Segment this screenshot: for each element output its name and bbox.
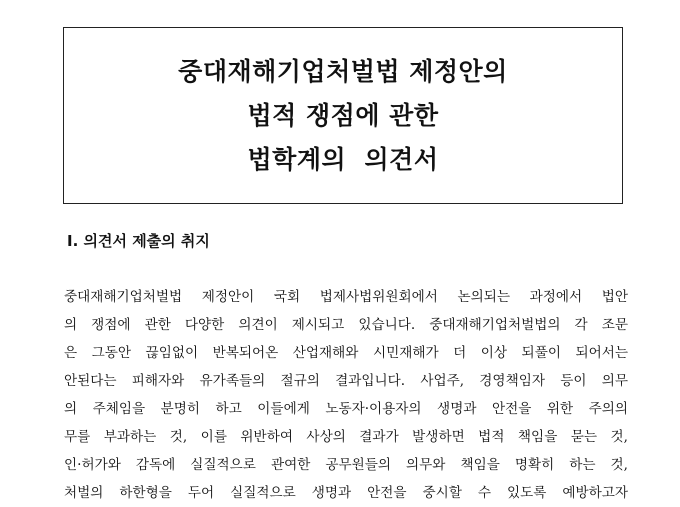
body-line: 안된다는 피해자와 유가족들의 절규의 결과입니다. 사업주, 경영책임자 등이 의무 [64, 373, 628, 389]
body-line: 의 주체임을 분명히 하고 이들에게 노동자·이용자의 생명과 안전을 위한 주의의 [64, 401, 628, 417]
document-title-line-1: 중대재해기업처벌법 제정안의 [178, 56, 508, 86]
body-paragraph [64, 283, 628, 507]
body-line: 인·허가와 감독에 실질적으로 관여한 공무원들의 의무와 책임을 명확히 하는 것, [64, 457, 628, 473]
body-line: 은 그동안 끊임없이 반복되어온 산업재해와 시민재해가 더 이상 되풀이 되어서는 [64, 345, 628, 361]
document-title-line-3: 법학계의 의견서 [247, 144, 439, 174]
section-heading: Ⅰ. 의견서 제출의 취지 [67, 232, 210, 250]
body-line: 의 쟁점에 관한 다양한 의견이 제시되고 있습니다. 중대재해기업처벌법의 각 조문 [64, 317, 628, 333]
body-line: 처벌의 하한형을 두어 실질적으로 생명과 안전을 중시할 수 있도록 예방하고자 [64, 485, 628, 501]
body-line: 중대재해기업처벌법 제정안이 국회 법제사법위원회에서 논의되는 과정에서 법안 [64, 289, 628, 305]
document-title-line-2: 법적 쟁점에 관한 [247, 100, 439, 130]
document-title-box [63, 27, 623, 204]
body-line: 무를 부과하는 것, 이를 위반하여 사상의 결과가 발생하면 법적 책임을 묻는 것, [64, 429, 628, 445]
